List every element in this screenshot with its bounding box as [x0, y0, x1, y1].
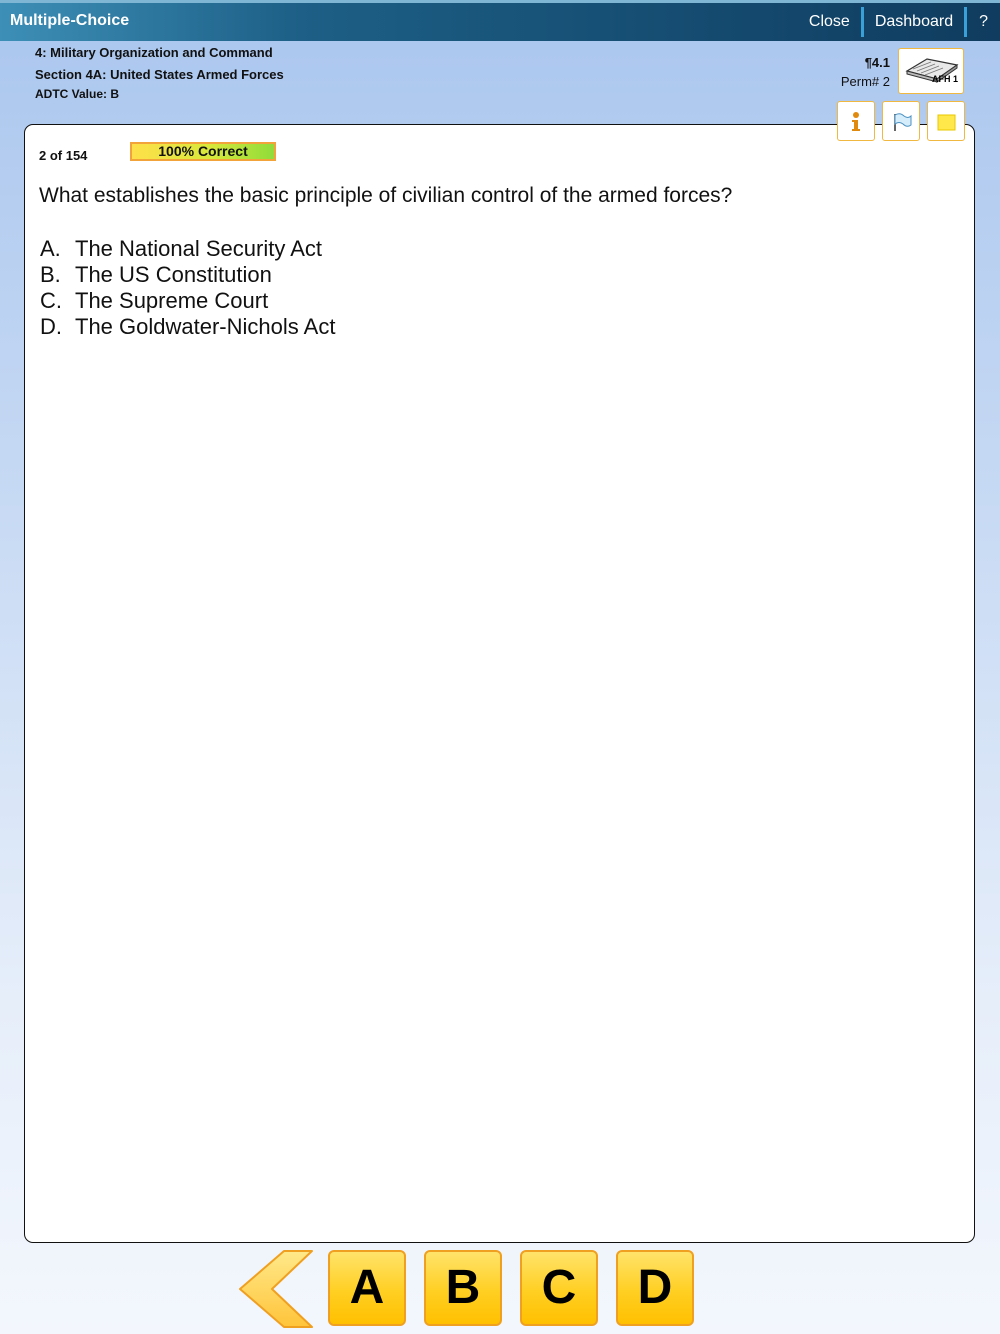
answer-letter: C.: [40, 288, 62, 313]
answer-text: The US Constitution: [75, 262, 272, 287]
answer-d-button[interactable]: D: [616, 1250, 694, 1326]
answer-option[interactable]: [40, 288, 335, 314]
answer-option[interactable]: [40, 236, 335, 262]
help-button[interactable]: ?: [979, 13, 988, 30]
answer-letter: D.: [40, 314, 62, 339]
answer-letter: A.: [40, 236, 61, 261]
previous-question-button[interactable]: [236, 1249, 314, 1329]
adtc-value: ADTC Value: B: [35, 87, 120, 101]
note-icon: [936, 111, 958, 133]
answer-text: The Supreme Court: [75, 288, 269, 313]
answer-text: The Goldwater-Nichols Act: [75, 314, 336, 339]
question-counter: 2 of 154: [39, 148, 88, 163]
perm-number: Perm# 2: [840, 74, 890, 89]
top-bar: [0, 0, 1000, 41]
info-icon: [846, 111, 866, 133]
section-title: Section 4A: United States Armed Forces: [35, 67, 284, 82]
score-badge: 100% Correct: [130, 142, 276, 161]
flag-button[interactable]: [882, 101, 920, 141]
reference-book-label: AFH 1: [931, 74, 958, 84]
app-title: Multiple-Choice: [10, 12, 130, 29]
answer-text: The National Security Act: [75, 236, 323, 261]
question-text: What establishes the basic principle of civilian control of the armed forces?: [39, 184, 733, 207]
reference-book-button[interactable]: [898, 48, 964, 94]
top-nav: [798, 3, 1000, 41]
answer-letter: B.: [40, 262, 61, 287]
answer-option[interactable]: [40, 314, 335, 340]
paragraph-reference: ¶4.1: [864, 55, 890, 70]
dashboard-button[interactable]: Dashboard: [874, 13, 954, 30]
answer-list: [40, 236, 335, 340]
answer-a-button[interactable]: A: [328, 1250, 406, 1326]
back-arrow-icon: [236, 1249, 314, 1329]
answer-option[interactable]: [40, 262, 335, 288]
answer-c-button[interactable]: C: [520, 1250, 598, 1326]
info-button[interactable]: [837, 101, 875, 141]
answer-b-button[interactable]: B: [424, 1250, 502, 1326]
chapter-title: 4: Military Organization and Command: [35, 45, 273, 60]
flag-icon: [891, 111, 913, 133]
close-button[interactable]: Close: [808, 13, 850, 30]
note-button[interactable]: [927, 101, 965, 141]
